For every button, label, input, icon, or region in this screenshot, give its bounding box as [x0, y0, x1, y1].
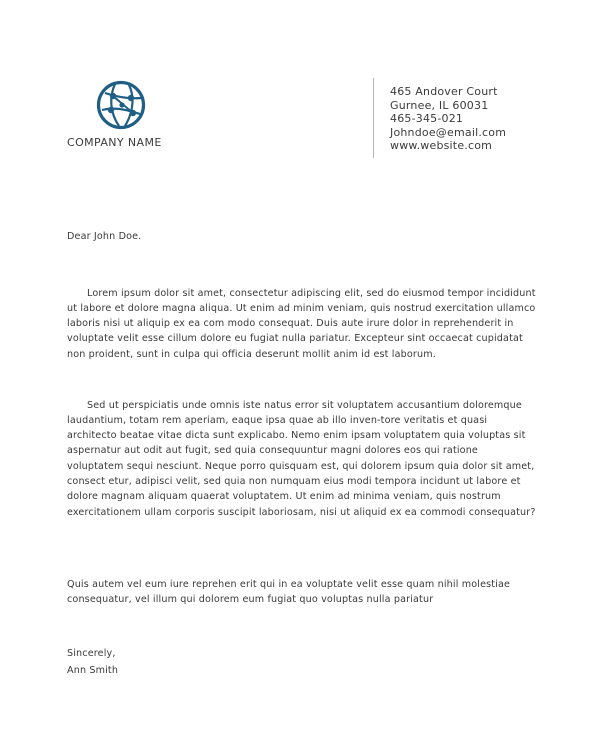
address-city: Gurnee, IL 60031	[390, 98, 489, 112]
salutation: Dear John Doe.	[67, 231, 142, 242]
header-divider	[373, 78, 374, 158]
globe-network-icon	[95, 79, 147, 131]
company-name: COMPANY NAME	[67, 136, 162, 149]
address-email: Johndoe@email.com	[390, 125, 507, 139]
address-website: www.website.com	[390, 139, 493, 152]
sender-address	[390, 85, 506, 153]
address-street: 465 Andover Court	[390, 85, 498, 98]
body-paragraph-2: Sed ut perspiciatis unde omnis iste natus error sit voluptatem accusantium doloremque laudantium, totam rem aperiam, eaque ipsa quae ab illo inven-tore veritatis et quasi architecto beatae vitae dicta sunt explicabo. Nemo enim ipsam voluptatem quia voluptas sit aspernatur aut odit aut fugit, sed quia consequuntur magni dolores eos qui ratione voluptatem sequi nesciunt. Neque porro quisquam est, qui dolorem ipsum quia dolor sit amet, consect etur, adipisci velit, sed quia non numquam eius modi tempora incidunt ut labore et dolore magnam aliquam quaerat voluptatem. Ut enim ad minima veniam, quis nostrum exercitationem ullam corporis suscipit laboriosam, nisi ut aliquid ex ea commodi consequatur?	[67, 399, 536, 518]
closing: Sincerely,	[67, 648, 116, 659]
body-paragraph-1: Lorem ipsum dolor sit amet, consectetur adipiscing elit, sed do eiusmod tempor incididunt ut labore et dolore magna aliqua. Ut enim ad minim veniam, quis nostrud exercitation ullamco laboris nisi ut aliquip ex ea com modo consequat. Duis aute irure dolor in reprehenderit in voluptate velit esse cillum dolore eu fugiat nulla pariatur. Excepteur sint occaecat cupidatat non proident, sunt in culpa qui officia deserunt mollit anim id est laborum.	[67, 287, 536, 360]
address-phone: 465-345-021	[390, 112, 464, 125]
body-paragraph-3: Quis autem vel eum iure reprehen erit qui in ea voluptate velit esse quam nihil molestiae consequatur, vel illum qui dolorem eum fugiat quo voluptas nulla pariatur	[67, 578, 511, 605]
signature-name: Ann Smith	[67, 665, 119, 676]
